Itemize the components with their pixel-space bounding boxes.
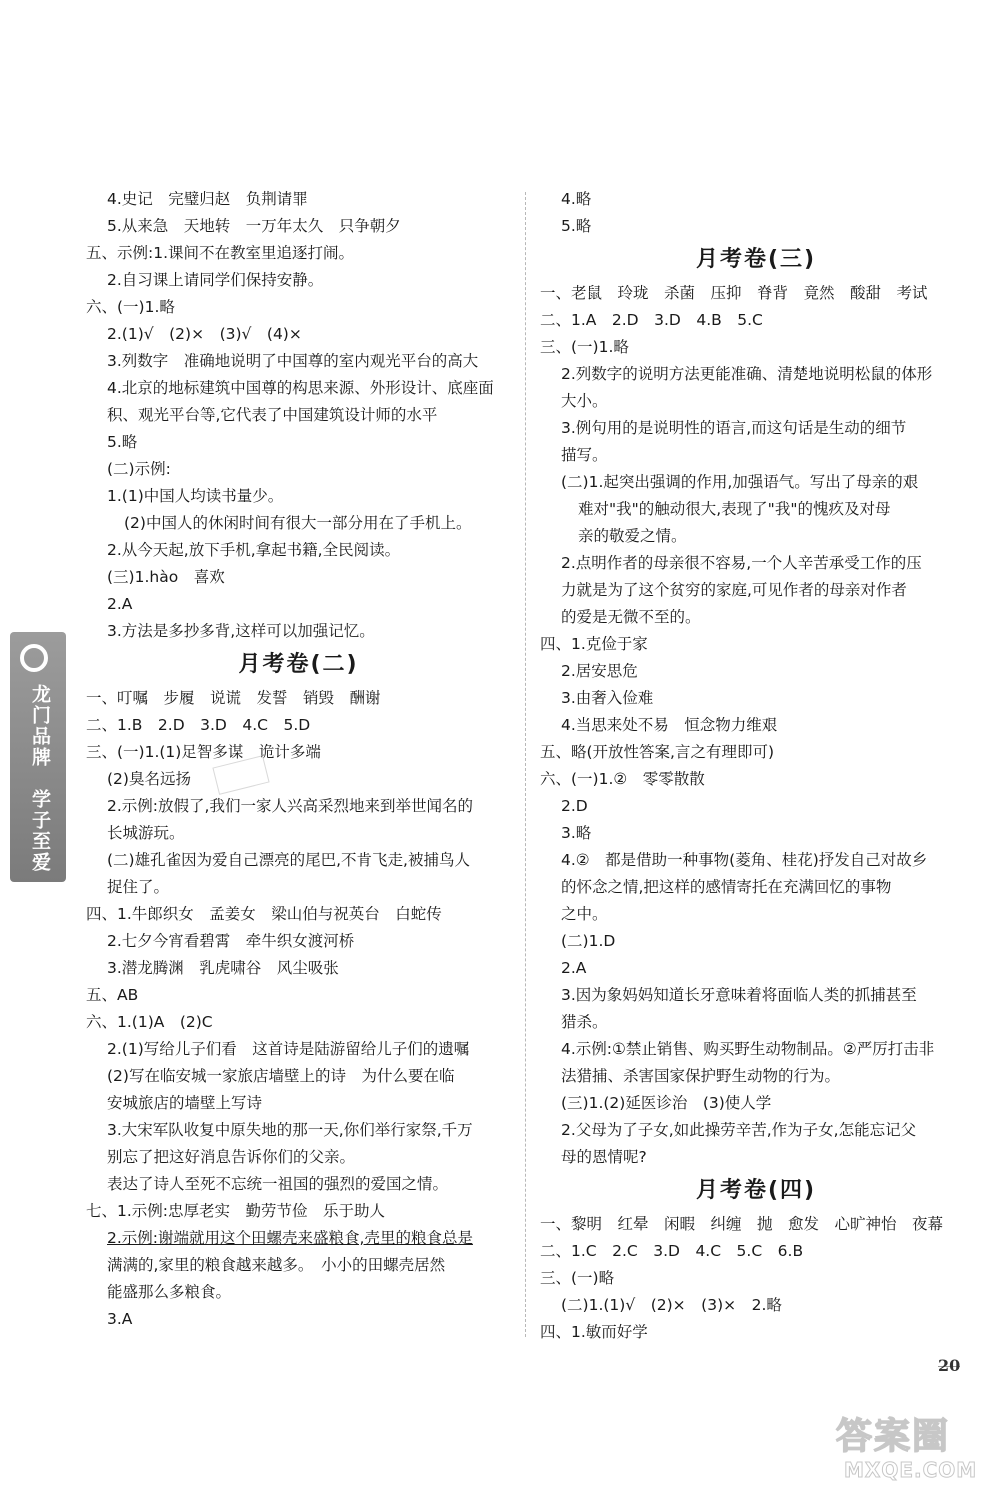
answer-line: 之中。 bbox=[561, 905, 608, 923]
answer-line: 4.史记 完璧归赵 负荆请罪 bbox=[107, 190, 308, 208]
answer-line: 2.七夕今宵看碧霄 牵牛织女渡河桥 bbox=[107, 932, 355, 950]
answer-line: 五、略(开放性答案,言之有理即可) bbox=[540, 743, 775, 761]
answer-line: 四、1.克俭于家 bbox=[540, 635, 648, 653]
answer-line: 4.北京的地标建筑中国尊的构思来源、外形设计、底座面 bbox=[107, 379, 494, 397]
answer-line: 2.点明作者的母亲很不容易,一个人辛苦承受工作的压 bbox=[561, 554, 922, 572]
answer-line: 3.方法是多抄多背,这样可以加强记忆。 bbox=[107, 622, 375, 640]
answer-line: 4.当思来处不易 恒念物力维艰 bbox=[561, 716, 778, 734]
answer-line: 大小。 bbox=[561, 392, 608, 410]
answer-line: 2.(1)√ (2)× (3)√ (4)× bbox=[107, 325, 302, 343]
answer-line: 一、老鼠 玲珑 杀菌 压抑 脊背 竟然 酸甜 考试 bbox=[540, 284, 928, 302]
answer-line: 2.A bbox=[561, 959, 587, 977]
answer-line: 的爱是无微不至的。 bbox=[561, 608, 701, 626]
answer-line: 亲的敬爱之情。 bbox=[578, 527, 687, 545]
answer-line: (二)1.D bbox=[561, 932, 616, 950]
left-column bbox=[86, 186, 511, 1333]
answer-line: 二、1.A 2.D 3.D 4.B 5.C bbox=[540, 311, 763, 329]
answer-line: 2.从今天起,放下手机,拿起书籍,全民阅读。 bbox=[107, 541, 401, 559]
answer-line: 满满的,家里的粮食越来越多。 小小的田螺壳居然 bbox=[107, 1256, 446, 1274]
answer-line: 二、1.B 2.D 3.D 4.C 5.D bbox=[86, 716, 311, 734]
answer-line: 2.A bbox=[107, 595, 133, 613]
answer-line: 2.列数字的说明方法更能准确、清楚地说明松鼠的体形 bbox=[561, 365, 933, 383]
answer-line: 3.A bbox=[107, 1310, 133, 1328]
answer-line: 三、(一)1.(1)足智多谋 诡计多端 bbox=[86, 743, 321, 761]
answer-line: 安城旅店的墙壁上写诗 bbox=[107, 1094, 263, 1112]
watermark-main: 答案圈 bbox=[836, 1416, 951, 1457]
answer-line: 捉住了。 bbox=[107, 878, 170, 896]
answer-line: (二)1.起突出强调的作用,加强语气。写出了母亲的艰 bbox=[561, 473, 919, 491]
answer-line: 2.自习课上请同学们保持安静。 bbox=[107, 271, 324, 289]
answer-line: 2.(1)写给儿子们看 这首诗是陆游留给儿子们的遗嘱 bbox=[107, 1040, 470, 1058]
answer-line: 能盛那么多粮食。 bbox=[107, 1283, 232, 1301]
answer-line: 3.因为象妈妈知道长牙意味着将面临人类的抓捕甚至 bbox=[561, 986, 917, 1004]
answer-line: 四、1.牛郎织女 孟姜女 梁山伯与祝英台 白蛇传 bbox=[86, 905, 442, 923]
brand-circle-icon bbox=[20, 644, 48, 672]
answer-line: (三)1.hào 喜欢 bbox=[107, 568, 225, 586]
answer-line: 难对"我"的触动很大,表现了"我"的愧疚及对母 bbox=[578, 500, 891, 518]
section-heading: 月考卷(三) bbox=[695, 247, 817, 272]
answer-line: (2)中国人的休闲时间有很大一部分用在了手机上。 bbox=[124, 514, 472, 532]
answer-line: 三、(一)略 bbox=[540, 1269, 615, 1287]
answer-line: 的怀念之情,把这样的感情寄托在充满回忆的事物 bbox=[561, 878, 892, 896]
answer-line: 母的恩情呢? bbox=[561, 1148, 647, 1166]
answer-line: 二、1.C 2.C 3.D 4.C 5.C 6.B bbox=[540, 1242, 804, 1260]
answer-line: 4.示例:①禁止销售、购买野生动物制品。②严厉打击非 bbox=[561, 1040, 935, 1058]
answer-line: 5.从来急 天地转 一万年太久 只争朝夕 bbox=[107, 217, 401, 235]
answer-line: 长城游玩。 bbox=[107, 824, 185, 842]
answer-line: 五、AB bbox=[86, 986, 139, 1004]
answer-line: 3.潜龙腾渊 乳虎啸谷 风尘吸张 bbox=[107, 959, 339, 977]
watermark bbox=[836, 1408, 986, 1488]
answer-line: 2.示例:谢端就用这个田螺壳来盛粮食,壳里的粮食总是 bbox=[107, 1229, 473, 1247]
answer-line: 六、1.(1)A (2)C bbox=[86, 1013, 213, 1031]
answer-line: 六、(一)1.略 bbox=[86, 298, 175, 316]
answer-line: 3.由奢入俭难 bbox=[561, 689, 654, 707]
answer-line: (二)雄孔雀因为爱自己漂亮的尾巴,不肯飞走,被捕鸟人 bbox=[107, 851, 470, 869]
answer-line: 表达了诗人至死不忘统一祖国的强烈的爱国之情。 bbox=[107, 1175, 449, 1193]
answer-line: 3.大宋军队收复中原失地的那一天,你们举行家祭,千万 bbox=[107, 1121, 473, 1139]
answer-line: (二)示例: bbox=[107, 460, 171, 478]
answer-line: 一、黎明 红晕 闲暇 纠缠 抛 愈发 心旷神怡 夜幕 bbox=[540, 1215, 944, 1233]
answer-line: 2.示例:放假了,我们一家人兴高采烈地来到举世闻名的 bbox=[107, 797, 473, 815]
answer-line: (三)1.(2)延医诊治 (3)使人学 bbox=[561, 1094, 772, 1112]
answer-line: 4.② 都是借助一种事物(菱角、桂花)抒发自己对故乡 bbox=[561, 851, 928, 869]
answer-line: 5.略 bbox=[561, 217, 592, 235]
answer-line: 五、示例:1.课间不在教室里追逐打闹。 bbox=[86, 244, 355, 262]
answer-line: 一、叮嘱 步履 说谎 发誓 销毁 酬谢 bbox=[86, 689, 381, 707]
answer-line: (二)1.(1)√ (2)× (3)× 2.略 bbox=[561, 1296, 782, 1314]
answer-line: 3.列数字 准确地说明了中国尊的室内观光平台的高大 bbox=[107, 352, 479, 370]
answer-line: 5.略 bbox=[107, 433, 138, 451]
answer-line: 2.居安思危 bbox=[561, 662, 638, 680]
answer-line: 别忘了把这好消息告诉你们的父亲。 bbox=[107, 1148, 356, 1166]
answer-line: 法猎捕、杀害国家保护野生动物的行为。 bbox=[561, 1067, 841, 1085]
answer-line: 积、观光平台等,它代表了中国建筑设计师的水平 bbox=[107, 406, 438, 424]
answer-line: 猎杀。 bbox=[561, 1013, 608, 1031]
answer-line: (2)写在临安城一家旅店墙壁上的诗 为什么要在临 bbox=[107, 1067, 455, 1085]
answer-line: 六、(一)1.② 零零散散 bbox=[540, 770, 705, 788]
answer-line: 力就是为了这个贫穷的家庭,可见作者的母亲对作者 bbox=[561, 581, 907, 599]
answer-line: 四、1.敏而好学 bbox=[540, 1323, 648, 1341]
answer-line: 3.例句用的是说明性的语言,而这句话是生动的细节 bbox=[561, 419, 907, 437]
answer-line: (2)臭名远扬 bbox=[107, 770, 191, 788]
section-heading: 月考卷(二) bbox=[238, 652, 359, 677]
page-number: 20 bbox=[938, 1356, 961, 1375]
section-heading: 月考卷(四) bbox=[695, 1178, 817, 1203]
answer-line: 3.略 bbox=[561, 824, 592, 842]
answer-line: 2.D bbox=[561, 797, 588, 815]
answer-line: 2.父母为了子女,如此操劳辛苦,作为子女,怎能忘记父 bbox=[561, 1121, 917, 1139]
answer-line: 1.(1)中国人均读书量少。 bbox=[107, 487, 284, 505]
answer-line: 三、(一)1.略 bbox=[540, 338, 629, 356]
column-divider bbox=[525, 192, 526, 1337]
side-brand-text: 龙门品牌 学子至爱 bbox=[29, 684, 51, 873]
answer-line: 4.略 bbox=[561, 190, 592, 208]
answer-line: 七、1.示例:忠厚老实 勤劳节俭 乐于助人 bbox=[86, 1202, 386, 1220]
answer-line: 描写。 bbox=[561, 446, 608, 464]
right-column bbox=[540, 186, 972, 1346]
watermark-sub: MXQE.COM bbox=[844, 1458, 978, 1482]
